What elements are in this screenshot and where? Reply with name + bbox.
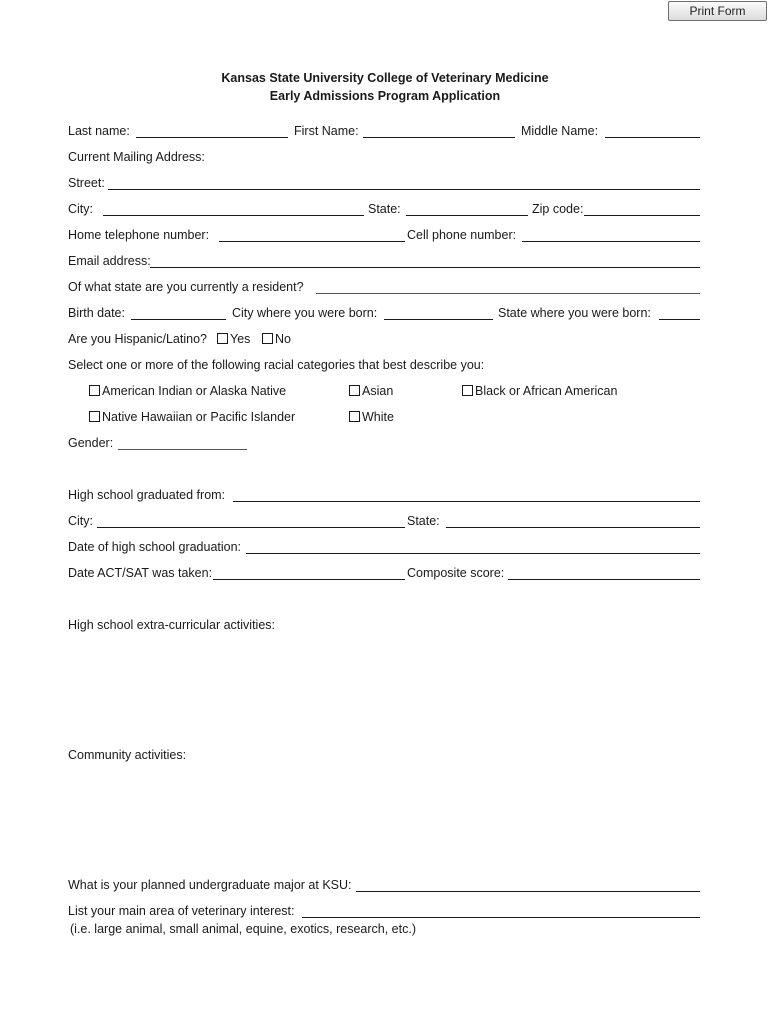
current-mailing-label: Current Mailing Address:	[68, 150, 205, 164]
home-phone-field[interactable]	[219, 241, 405, 242]
hs-state-label: State:	[407, 514, 440, 528]
email-label: Email address:	[68, 254, 151, 268]
resident-state-label: Of what state are you currently a resident?	[68, 280, 304, 294]
print-form-button[interactable]: Print Form	[668, 1, 767, 21]
hs-graduated-label: High school graduated from:	[68, 488, 226, 502]
last-name-field[interactable]	[136, 137, 288, 138]
asian-checkbox[interactable]	[349, 385, 360, 396]
vet-interest-note: (i.e. large animal, small animal, equine, exotics, research, etc.)	[70, 922, 416, 936]
zip-field[interactable]	[584, 215, 700, 216]
hispanic-no-label: No	[275, 332, 291, 346]
birth-date-label: Birth date:	[68, 306, 125, 320]
hs-grad-date-label: Date of high school graduation:	[68, 540, 242, 554]
middle-name-field[interactable]	[605, 137, 700, 138]
black-label: Black or African American	[475, 384, 618, 398]
planned-major-label: What is your planned undergraduate major at KSU:	[68, 878, 352, 892]
street-label: Street:	[68, 176, 105, 190]
planned-major-field[interactable]	[356, 891, 700, 892]
first-name-field[interactable]	[363, 137, 515, 138]
american-indian-label: American Indian or Alaska Native	[102, 384, 287, 398]
hs-city-field[interactable]	[97, 527, 405, 528]
vet-interest-field[interactable]	[302, 917, 700, 918]
hawaiian-checkbox[interactable]	[89, 411, 100, 422]
hispanic-no-checkbox[interactable]	[262, 333, 273, 344]
community-label: Community activities:	[68, 748, 187, 762]
city-label: City:	[68, 202, 93, 216]
last-name-label: Last name:	[68, 124, 130, 138]
hawaiian-label: Native Hawaiian or Pacific Islander	[102, 410, 296, 424]
form-title: Kansas State University College of Veterinary Medicine	[221, 71, 549, 85]
composite-label: Composite score:	[407, 566, 505, 580]
middle-name-label: Middle Name:	[521, 124, 599, 138]
state-label: State:	[368, 202, 401, 216]
state-born-label: State where you were born:	[498, 306, 651, 320]
black-checkbox[interactable]	[462, 385, 473, 396]
act-sat-date-field[interactable]	[213, 579, 405, 580]
hs-state-field[interactable]	[446, 527, 700, 528]
birth-date-field[interactable]	[131, 319, 226, 320]
zip-label: Zip code:	[532, 202, 584, 216]
street-field[interactable]	[108, 189, 700, 190]
composite-field[interactable]	[508, 579, 700, 580]
hispanic-label: Are you Hispanic/Latino?	[68, 332, 207, 346]
gender-field[interactable]	[118, 449, 247, 450]
city-field[interactable]	[103, 215, 364, 216]
act-sat-date-label: Date ACT/SAT was taken:	[68, 566, 213, 580]
home-phone-label: Home telephone number:	[68, 228, 210, 242]
racial-prompt: Select one or more of the following racial categories that best describe you:	[68, 358, 485, 372]
asian-label: Asian	[362, 384, 394, 398]
cell-phone-field[interactable]	[522, 241, 700, 242]
state-field[interactable]	[406, 215, 528, 216]
hispanic-yes-checkbox[interactable]	[217, 333, 228, 344]
vet-interest-label: List your main area of veterinary interest:	[68, 904, 295, 918]
hs-extracurricular-label: High school extra-curricular activities:	[68, 618, 276, 632]
white-checkbox[interactable]	[349, 411, 360, 422]
form-subtitle: Early Admissions Program Application	[269, 89, 501, 103]
american-indian-checkbox[interactable]	[89, 385, 100, 396]
city-born-field[interactable]	[384, 319, 493, 320]
email-field[interactable]	[150, 267, 700, 268]
hispanic-yes-label: Yes	[230, 332, 251, 346]
hs-city-label: City:	[68, 514, 93, 528]
city-born-label: City where you were born:	[232, 306, 378, 320]
hs-graduated-field[interactable]	[233, 501, 700, 502]
first-name-label: First Name:	[294, 124, 359, 138]
white-label: White	[362, 410, 394, 424]
state-born-field[interactable]	[659, 319, 700, 320]
cell-phone-label: Cell phone number:	[407, 228, 517, 242]
resident-state-field[interactable]	[316, 293, 700, 294]
gender-label: Gender:	[68, 436, 114, 450]
hs-grad-date-field[interactable]	[246, 553, 700, 554]
